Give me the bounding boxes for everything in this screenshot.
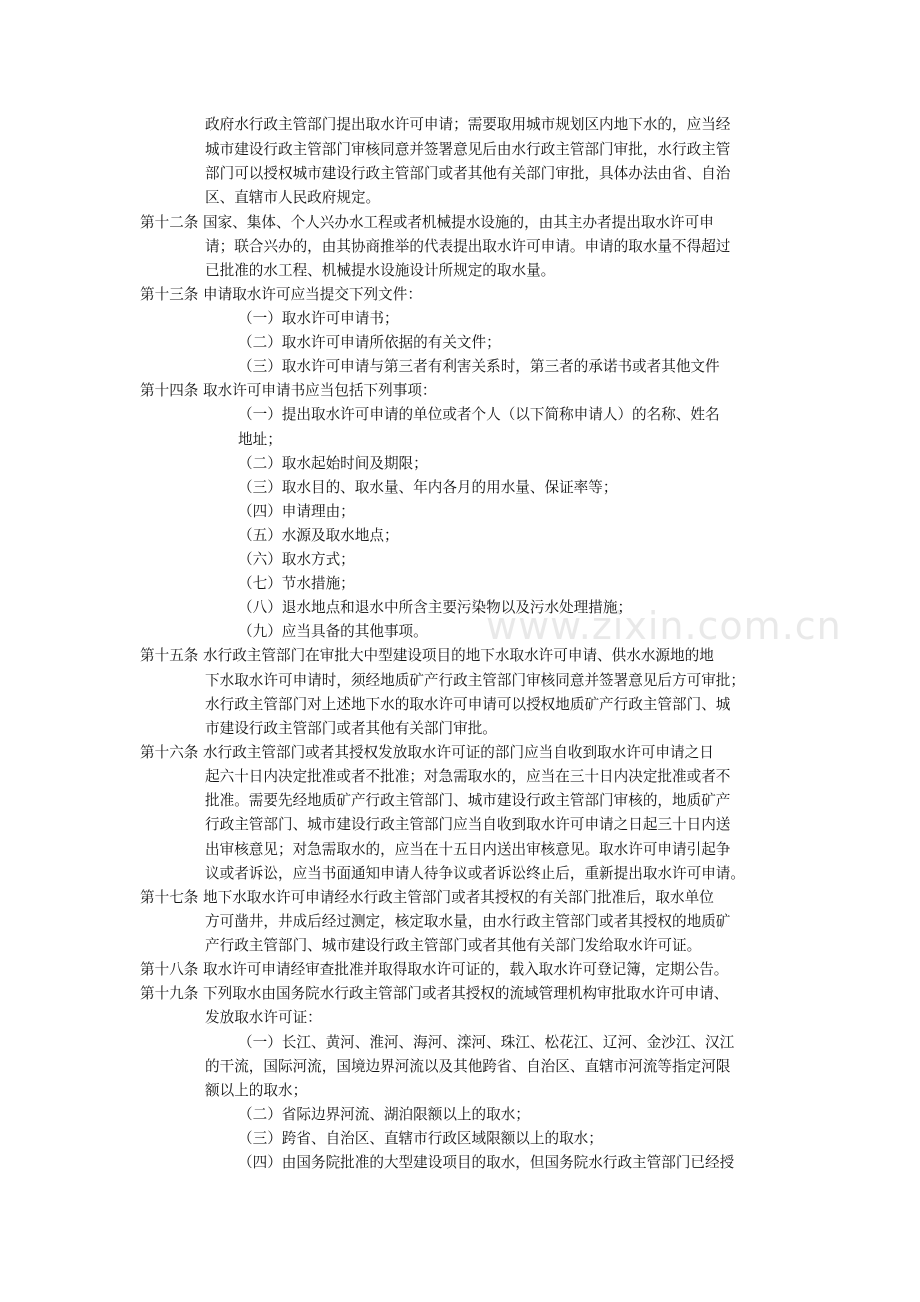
text-line: 的干流，国际河流，国境边界河流以及其他跨省、自治区、直辖市河流等指定河限	[205, 1058, 731, 1075]
list-item: （一）长江、黄河、淮河、海河、滦河、珠江、松花江、辽河、金沙江、汉江	[238, 1034, 735, 1051]
text-line: 批准。需要先经地质矿产行政主管部门、城市建设行政主管部门审核的，地质矿产	[205, 792, 731, 809]
text-line: 请；联合兴办的，由其协商推举的代表提出取水许可申请。申请的取水量不得超过	[205, 238, 731, 255]
text-line: 起六十日内决定批准或者不批准；对急需取水的，应当在三十日内决定批准或者不	[205, 768, 731, 785]
list-item: （八）退水地点和退水中所含主要污染物以及污水处理措施；	[238, 599, 633, 616]
text-line: 下水取水许可申请时，须经地质矿产行政主管部门审核同意并签署意见后方可审批；	[205, 672, 745, 689]
text-line: 产行政主管部门、城市建设行政主管部门或者其他有关部门发给取水许可证。	[205, 937, 702, 954]
article-12: 第十二条 国家、集体、个人兴办水工程或者机械提水设施的，由其主办者提出取水许可申	[140, 214, 714, 231]
list-item: （二）取水起始时间及期限；	[238, 455, 428, 472]
list-item: （六）取水方式；	[238, 551, 355, 568]
text-line: 地址；	[238, 431, 282, 448]
article-14: 第十四条 取水许可申请书应当包括下列事项：	[140, 382, 437, 399]
list-item: （一）提出取水许可申请的单位或者个人（以下简称申请人）的名称、姓名	[238, 406, 720, 423]
list-item: （三）跨省、自治区、直辖市行政区域限额以上的取水；	[238, 1130, 603, 1147]
text-line: 额以上的取水；	[205, 1082, 308, 1099]
article-13: 第十三条 申请取水许可应当提交下列文件：	[140, 286, 422, 303]
article-17: 第十七条 地下水取水许可申请经水行政主管部门或者其授权的有关部门批准后，取水单位	[140, 889, 714, 906]
text-line: 出审核意见；对急需取水的，应当在十五日内送出审核意见。取水许可申请引起争	[205, 841, 731, 858]
list-item: （七）节水措施；	[238, 575, 355, 592]
text-line: 区、直辖市人民政府规定。	[205, 189, 381, 206]
text-line: 水行政主管部门对上述地下水的取水许可申请可以授权地质矿产行政主管部门、城	[205, 696, 731, 713]
list-item: （九）应当具备的其他事项。	[238, 623, 428, 640]
text-line: 议或者诉讼，应当书面通知申请人待争议或者诉讼终止后，重新提出取水许可申请。	[205, 865, 745, 882]
article-19: 第十九条 下列取水由国务院水行政主管部门或者其授权的流域管理机构审批取水许可申请、	[140, 985, 729, 1002]
list-item: （二）取水许可申请所依据的有关文件；	[238, 334, 501, 351]
text-line: 发放取水许可证：	[205, 1009, 322, 1026]
text-line: 方可凿井，井成后经过测定，核定取水量，由水行政主管部门或者其授权的地质矿	[205, 913, 731, 930]
text-line: 行政主管部门、城市建设行政主管部门应当自收到取水许可申请之日起三十日内送	[205, 816, 731, 833]
article-18: 第十八条 取水许可申请经审查批准并取得取水许可证的，载入取水许可登记簿，定期公告。	[140, 961, 729, 978]
list-item: （三）取水许可申请与第三者有利害关系时，第三者的承诺书或者其他文件	[238, 358, 720, 375]
text-line: 政府水行政主管部门提出取水许可申请；需要取用城市规划区内地下水的，应当经	[205, 116, 731, 133]
article-16: 第十六条 水行政主管部门或者其授权发放取水许可证的部门应当自收到取水许可申请之日	[140, 744, 714, 761]
list-item: （四）由国务院批准的大型建设项目的取水，但国务院水行政主管部门已经授	[238, 1154, 735, 1171]
list-item: （一）取水许可申请书；	[238, 310, 399, 327]
article-15: 第十五条 水行政主管部门在审批大中型建设项目的地下水取水许可申请、供水水源地的地	[140, 647, 714, 664]
text-line: 市建设行政主管部门或者其他有关部门审批。	[205, 720, 497, 737]
list-item: （四）申请理由；	[238, 503, 355, 520]
list-item: （三）取水目的、取水量、年内各月的用水量、保证率等；	[238, 479, 618, 496]
text-line: 城市建设行政主管部门审核同意并签署意见后由水行政主管部门审批，水行政主管	[205, 141, 731, 158]
list-item: （二）省际边界河流、湖泊限额以上的取水；	[238, 1106, 530, 1123]
list-item: （五）水源及取水地点；	[238, 527, 399, 544]
text-line: 部门可以授权城市建设行政主管部门或者其他有关部门审批，具体办法由省、自治	[205, 165, 731, 182]
text-line: 已批准的水工程、机械提水设施设计所规定的取水量。	[205, 262, 556, 279]
watermark: www.zixin.com.cn	[486, 604, 842, 648]
